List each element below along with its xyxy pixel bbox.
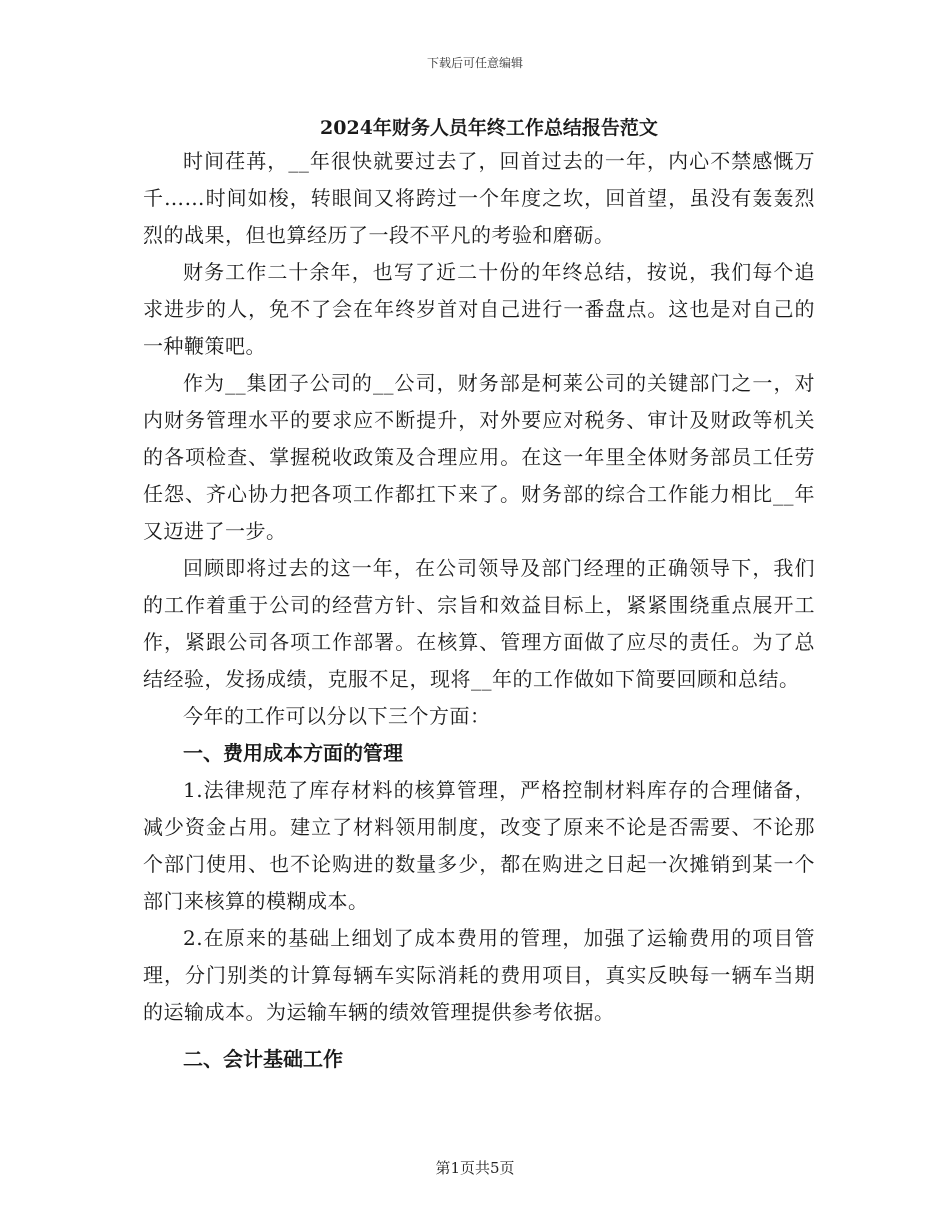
paragraph: 回顾即将过去的这一年，在公司领导及部门经理的正确领导下，我们的工作着重于公司的经营方针、宗旨和效益目标上，紧紧围绕重点展开工作，紧跟公司各项工作部署。在核算、管理方面做了应尽的责任。为了总结经验，发扬成绩，克服不足，现将__年的工作做如下简要回顾和总结。 bbox=[143, 556, 815, 691]
section-heading: 一、费用成本方面的管理 bbox=[183, 741, 403, 765]
paragraph: 作为__集团子公司的__公司，财务部是柯莱公司的关键部门之一，对内财务管理水平的要求应不断提升，对外要应对税务、审计及财政等机关的各项检查、掌握税收政策及合理应用。在这一年里全体财务部员工任劳任怨、齐心协力把各项工作都扛下来了。财务部的综合工作能力相比__年又迈进了一步。 bbox=[143, 371, 815, 543]
section-heading: 二、会计基础工作 bbox=[183, 1047, 343, 1071]
paragraph: 财务工作二十余年，也写了近二十份的年终总结，按说，我们每个追求进步的人，免不了会在年终岁首对自己进行一番盘点。这也是对自己的一种鞭策吧。 bbox=[143, 260, 815, 358]
page-header-note: 下载后可任意编辑 bbox=[426, 56, 523, 70]
document-body bbox=[143, 113, 815, 1078]
list-item: 1.法律规范了库存材料的核算管理，严格控制材料库存的合理储备，减少资金占用。建立了材料领用制度，改变了原来不论是否需要、不论那个部门使用、也不论购进的数量多少，都在购进之日起一次摊销到某一个部门来核算的模糊成本。 bbox=[143, 778, 815, 913]
list-item: 2.在原来的基础上细划了成本费用的管理，加强了运输费用的项目管理，分门别类的计算每辆车实际消耗的费用项目，真实反映每一辆车当期的运输成本。为运输车辆的绩效管理提供参考依据。 bbox=[143, 926, 815, 1024]
paragraph: 今年的工作可以分以下三个方面： bbox=[183, 704, 491, 728]
paragraph: 时间荏苒，__年很快就要过去了，回首过去的一年，内心不禁感慨万千……时间如梭，转眼间又将跨过一个年度之坎，回首望，虽没有轰轰烈烈的战果，但也算经历了一段不平凡的考验和磨砺。 bbox=[143, 149, 815, 247]
page-number: 第1页共5页 bbox=[435, 1159, 515, 1177]
document-title: 2024年财务人员年终工作总结报告范文 bbox=[320, 117, 658, 139]
